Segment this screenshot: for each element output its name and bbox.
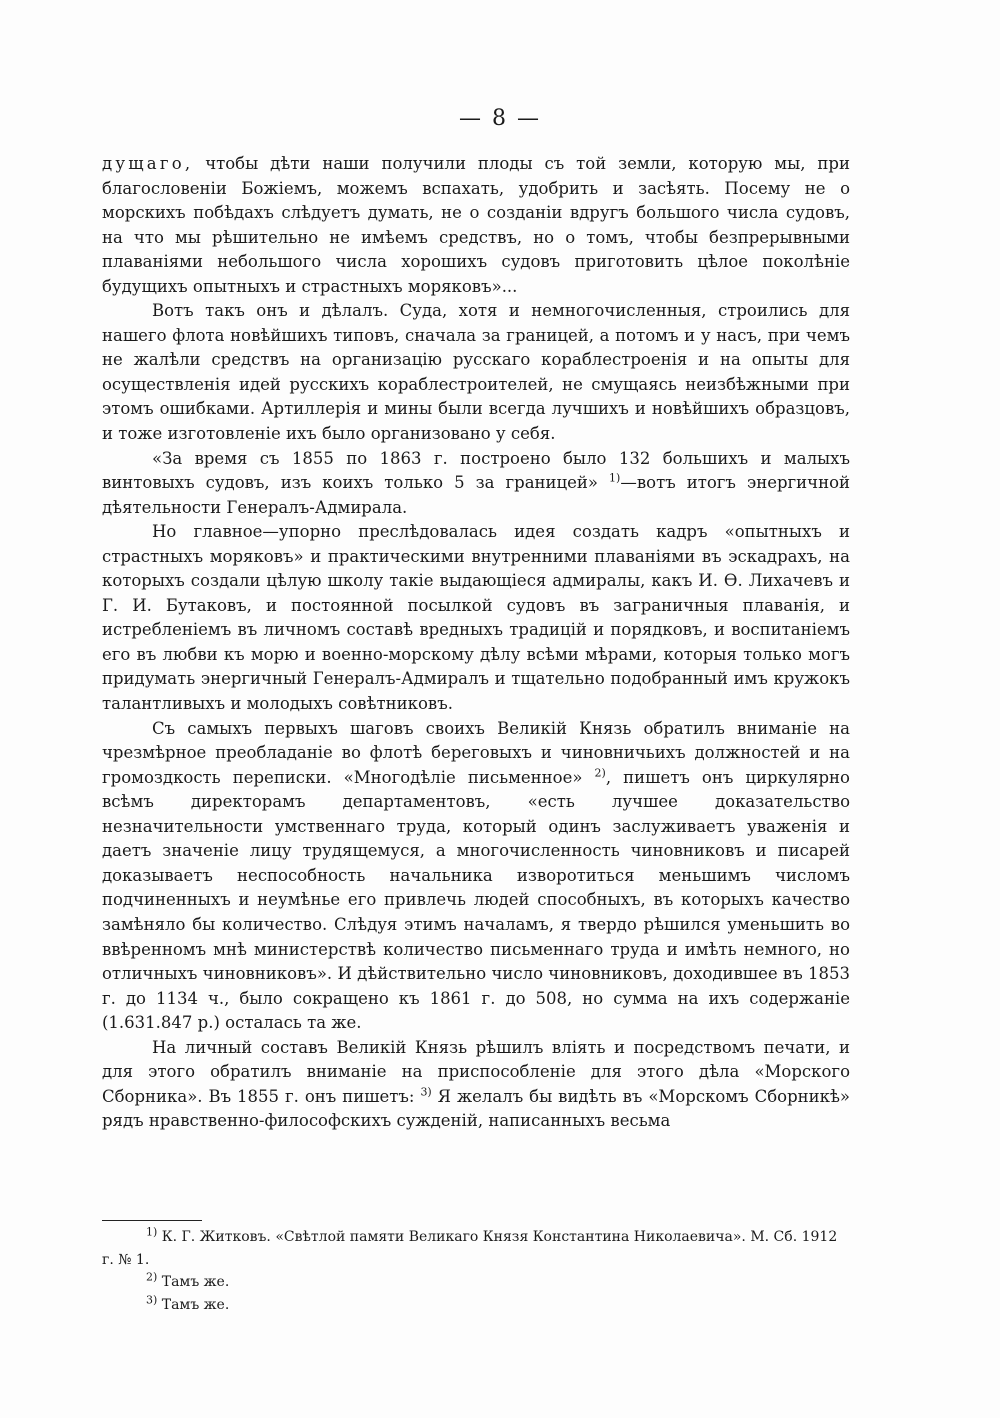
paragraph-4	[102, 520, 850, 716]
paragraph-text-tail: Я желалъ бы видѣть въ «Морскомъ Сборникѣ» рядъ нравственно-философскихъ сужденій, написанныхъ весьма	[102, 1086, 850, 1131]
paragraph-5	[102, 717, 850, 1036]
footnote-3	[102, 1294, 850, 1317]
paragraph-lead-word: дущаго,	[102, 154, 194, 173]
footnotes	[102, 1226, 850, 1316]
paragraph-text-tail: —вотъ итогъ энергичной дѣятельности Генералъ-Адмирала.	[102, 473, 850, 517]
paragraph-3	[102, 447, 850, 521]
footnote-divider	[102, 1220, 202, 1221]
footnote-text: Тамъ же.	[157, 1296, 230, 1313]
footnote-text: К. Г. Житковъ. «Свѣтлой памяти Великаго Князя Константина Николаевича». М. Сб. 1912 г. № 1.	[102, 1229, 838, 1268]
footnote-ref-1[interactable]: 1)	[609, 471, 621, 485]
paragraph-text: Но главное—упорно преслѣдовалась идея создать кадръ «опытныхъ и страстныхъ моряковъ» и практическими внутренними плаваніями въ эскадрахъ, на которыхъ создали цѣлую школу такіе выдающіеся адмиралы, какъ И. Ѳ. Лихачевъ и Г. И. Бутаковъ, и постоянной посылкой судовъ въ заграничныя плаванія, и истребленіемъ въ личномъ составѣ вредныхъ традицій и порядковъ, и воспитаніемъ его въ любви къ морю и военно-морскому дѣлу всѣми мѣрами, которыя только могъ придумать энергичный Генералъ-Адмиралъ и тщательно подобранный имъ кружокъ талантливыхъ и молодыхъ совѣтниковъ.	[102, 522, 850, 714]
footnote-text: Тамъ же.	[157, 1274, 230, 1290]
paragraph-text-tail: , пишетъ онъ циркулярно всѣмъ директорамъ департаментовъ, «есть лучшее доказательство незначительности умственнаго труда, который одинъ заслуживаетъ уваженія и даетъ значеніе лицу трудящемуся, а многочисленность чиновниковъ и писарей доказываетъ неспособность начальника изворотиться меньшимъ числомъ подчиненныхъ и неумѣнье его привлечь людей способныхъ, въ которыхъ качество замѣняло бы количество. Слѣдуя этимъ началамъ, я твердо рѣшился уменьшить во ввѣренномъ мнѣ министерствѣ количество письменнаго труда и имѣть немного, но отличныхъ чиновниковъ». И дѣйствительно число чиновниковъ, доходившее въ 1853 г. до 1134 ч., было сокращено къ 1861 г. до 508, но сумма на ихъ содержаніе (1.631.847 р.) осталась та же.	[102, 767, 850, 1033]
footnote-mark: 1)	[146, 1225, 158, 1239]
paragraph-2	[102, 299, 850, 446]
paragraph-text: чтобы дѣти наши получили плоды съ той земли, которую мы, при благословеніи Божіемъ, можемъ вспахать, удобрить и засѣять. Посему не о морскихъ побѣдахъ слѣдуетъ думать, не о созданіи вдругъ большого числа судовъ, на что мы рѣшительно не имѣемъ средствъ, но о томъ, чтобы безпрерывными плаваніями небольшого числа хорошихъ судовъ приготовить цѣлое поколѣніе будущихъ опытныхъ и страстныхъ моряковъ»...	[102, 154, 850, 296]
paragraph-text: На личный составъ Великій Князь рѣшилъ вліять и посредствомъ печати, и для этого обратилъ вниманіе на приспособленіе для этого дѣла «Морского Сборника». Въ 1855 г. онъ пишетъ:	[102, 1037, 850, 1106]
footnote-2	[102, 1271, 850, 1294]
footnote-mark: 2)	[146, 1270, 158, 1284]
footnote-ref-3[interactable]: 3)	[420, 1085, 432, 1099]
page-number: — 8 —	[459, 106, 541, 131]
paragraph-text: «За время съ 1855 по 1863 г. построено было 132 большихъ и малыхъ винтовыхъ судовъ, изъ коихъ только 5 за границей»	[102, 448, 850, 493]
footnote-ref-2[interactable]: 2)	[594, 766, 606, 780]
paragraph-text: Вотъ такъ онъ и дѣлалъ. Суда, хотя и немногочисленныя, строились для нашего флота новѣйшихъ типовъ, сначала за границей, а потомъ и у насъ, при чемъ не жалѣли средствъ на организацію русскаго кораблестроенія и на опыты для осуществленія идей русскихъ кораблестроителей, не смущаясь неизбѣжными при этомъ ошибками. Артиллерія и мины были всегда лучшихъ и новѣйшихъ образцовъ, и тоже изготовленіе ихъ было организовано у себя.	[102, 301, 850, 444]
paragraph-text: Съ самыхъ первыхъ шаговъ своихъ Великій Князь обратилъ вниманіе на чрезмѣрное преобладаніе во флотѣ береговыхъ и чиновничьихъ должностей и на громоздкость переписки. «Многодѣліе письменное»	[102, 718, 850, 787]
paragraph-6	[102, 1036, 850, 1134]
footnote-mark: 3)	[146, 1292, 158, 1306]
body-text	[102, 152, 850, 1134]
footnote-1	[102, 1226, 850, 1271]
paragraph-1	[102, 152, 850, 299]
